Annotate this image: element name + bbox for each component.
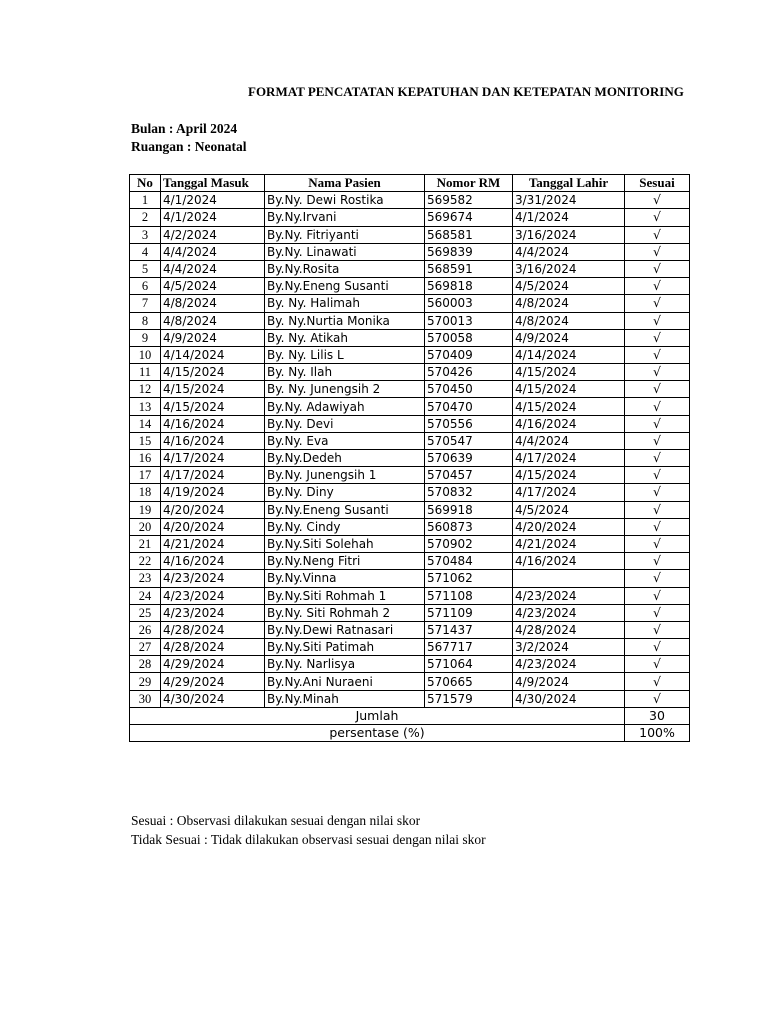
cell-nama-pasien: By.Ny.Dewi Ratnasari bbox=[265, 621, 425, 638]
cell-no: 17 bbox=[130, 467, 161, 484]
cell-nomor-rm: 569582 bbox=[425, 192, 513, 209]
cell-tanggal-masuk: 4/16/2024 bbox=[161, 415, 265, 432]
cell-tanggal-masuk: 4/17/2024 bbox=[161, 450, 265, 467]
table-row bbox=[130, 243, 690, 260]
cell-tanggal-masuk: 4/29/2024 bbox=[161, 673, 265, 690]
cell-tanggal-lahir: 4/23/2024 bbox=[513, 656, 625, 673]
table-row bbox=[130, 295, 690, 312]
cell-nomor-rm: 570409 bbox=[425, 346, 513, 363]
cell-tanggal-lahir: 3/16/2024 bbox=[513, 226, 625, 243]
cell-nomor-rm: 570832 bbox=[425, 484, 513, 501]
cell-tanggal-lahir: 4/15/2024 bbox=[513, 381, 625, 398]
cell-no: 28 bbox=[130, 656, 161, 673]
cell-sesuai: √ bbox=[625, 260, 690, 277]
cell-no: 4 bbox=[130, 243, 161, 260]
cell-sesuai: √ bbox=[625, 501, 690, 518]
cell-nama-pasien: By.Ny.Siti Patimah bbox=[265, 639, 425, 656]
cell-sesuai: √ bbox=[625, 209, 690, 226]
table-row bbox=[130, 467, 690, 484]
cell-no: 16 bbox=[130, 450, 161, 467]
cell-tanggal-lahir: 4/16/2024 bbox=[513, 553, 625, 570]
cell-no: 13 bbox=[130, 398, 161, 415]
cell-nomor-rm: 571108 bbox=[425, 587, 513, 604]
cell-tanggal-lahir: 4/1/2024 bbox=[513, 209, 625, 226]
cell-nama-pasien: By.Ny.Eneng Susanti bbox=[265, 501, 425, 518]
cell-tanggal-masuk: 4/28/2024 bbox=[161, 639, 265, 656]
cell-tanggal-masuk: 4/23/2024 bbox=[161, 587, 265, 604]
cell-sesuai: √ bbox=[625, 312, 690, 329]
cell-tanggal-lahir: 4/23/2024 bbox=[513, 587, 625, 604]
cell-tanggal-masuk: 4/21/2024 bbox=[161, 535, 265, 552]
cell-sesuai: √ bbox=[625, 639, 690, 656]
cell-no: 23 bbox=[130, 570, 161, 587]
cell-nama-pasien: By.Ny.Ani Nuraeni bbox=[265, 673, 425, 690]
cell-nomor-rm: 560003 bbox=[425, 295, 513, 312]
cell-tanggal-lahir: 4/5/2024 bbox=[513, 501, 625, 518]
table-row bbox=[130, 450, 690, 467]
cell-sesuai: √ bbox=[625, 587, 690, 604]
cell-tanggal-lahir: 4/8/2024 bbox=[513, 295, 625, 312]
cell-nama-pasien: By.Ny.Irvani bbox=[265, 209, 425, 226]
cell-nomor-rm: 570639 bbox=[425, 450, 513, 467]
table-row bbox=[130, 587, 690, 604]
cell-no: 5 bbox=[130, 260, 161, 277]
cell-nomor-rm: 571437 bbox=[425, 621, 513, 638]
cell-sesuai: √ bbox=[625, 295, 690, 312]
table-row bbox=[130, 192, 690, 209]
cell-nomor-rm: 571109 bbox=[425, 604, 513, 621]
cell-tanggal-lahir: 4/4/2024 bbox=[513, 432, 625, 449]
legend-sesuai: Sesuai : Observasi dilakukan sesuai dengan nilai skor bbox=[131, 813, 421, 828]
cell-tanggal-lahir: 4/21/2024 bbox=[513, 535, 625, 552]
cell-nomor-rm: 570547 bbox=[425, 432, 513, 449]
table-row bbox=[130, 535, 690, 552]
table-row bbox=[130, 621, 690, 638]
cell-sesuai: √ bbox=[625, 467, 690, 484]
cell-no: 25 bbox=[130, 604, 161, 621]
table-row bbox=[130, 553, 690, 570]
cell-tanggal-lahir bbox=[513, 570, 625, 587]
cell-tanggal-masuk: 4/16/2024 bbox=[161, 432, 265, 449]
table-row bbox=[130, 415, 690, 432]
cell-nama-pasien: By.Ny. Cindy bbox=[265, 518, 425, 535]
cell-tanggal-masuk: 4/4/2024 bbox=[161, 243, 265, 260]
cell-nama-pasien: By.Ny.Minah bbox=[265, 690, 425, 707]
cell-nama-pasien: By.Ny. Eva bbox=[265, 432, 425, 449]
header-tanggal-lahir: Tanggal Lahir bbox=[513, 175, 625, 192]
cell-nama-pasien: By.Ny.Eneng Susanti bbox=[265, 278, 425, 295]
cell-tanggal-masuk: 4/2/2024 bbox=[161, 226, 265, 243]
cell-tanggal-lahir: 3/16/2024 bbox=[513, 260, 625, 277]
cell-tanggal-lahir: 4/14/2024 bbox=[513, 346, 625, 363]
cell-tanggal-masuk: 4/23/2024 bbox=[161, 570, 265, 587]
cell-tanggal-masuk: 4/8/2024 bbox=[161, 295, 265, 312]
cell-tanggal-masuk: 4/4/2024 bbox=[161, 260, 265, 277]
cell-nama-pasien: By.Ny.Rosita bbox=[265, 260, 425, 277]
cell-nama-pasien: By. Ny. Lilis L bbox=[265, 346, 425, 363]
cell-nama-pasien: By.Ny. Junengsih 1 bbox=[265, 467, 425, 484]
cell-nomor-rm: 569818 bbox=[425, 278, 513, 295]
cell-sesuai: √ bbox=[625, 621, 690, 638]
cell-nomor-rm: 570470 bbox=[425, 398, 513, 415]
cell-tanggal-masuk: 4/9/2024 bbox=[161, 329, 265, 346]
table-row bbox=[130, 398, 690, 415]
cell-no: 30 bbox=[130, 690, 161, 707]
table-row bbox=[130, 432, 690, 449]
cell-nomor-rm: 571579 bbox=[425, 690, 513, 707]
cell-nama-pasien: By.Ny.Siti Rohmah 1 bbox=[265, 587, 425, 604]
cell-nama-pasien: By.Ny. Linawati bbox=[265, 243, 425, 260]
cell-tanggal-masuk: 4/1/2024 bbox=[161, 209, 265, 226]
cell-tanggal-lahir: 4/9/2024 bbox=[513, 673, 625, 690]
cell-sesuai: √ bbox=[625, 346, 690, 363]
cell-no: 12 bbox=[130, 381, 161, 398]
table-row bbox=[130, 639, 690, 656]
cell-tanggal-lahir: 4/23/2024 bbox=[513, 604, 625, 621]
persentase-label: persentase (%) bbox=[130, 725, 625, 742]
cell-tanggal-lahir: 4/16/2024 bbox=[513, 415, 625, 432]
table-row bbox=[130, 312, 690, 329]
cell-sesuai: √ bbox=[625, 192, 690, 209]
cell-no: 24 bbox=[130, 587, 161, 604]
cell-no: 9 bbox=[130, 329, 161, 346]
cell-nomor-rm: 570457 bbox=[425, 467, 513, 484]
cell-nama-pasien: By. Ny.Nurtia Monika bbox=[265, 312, 425, 329]
cell-nomor-rm: 567717 bbox=[425, 639, 513, 656]
cell-tanggal-masuk: 4/15/2024 bbox=[161, 364, 265, 381]
cell-sesuai: √ bbox=[625, 278, 690, 295]
cell-nomor-rm: 569674 bbox=[425, 209, 513, 226]
cell-tanggal-masuk: 4/19/2024 bbox=[161, 484, 265, 501]
table-row bbox=[130, 381, 690, 398]
table-row bbox=[130, 346, 690, 363]
cell-sesuai: √ bbox=[625, 656, 690, 673]
cell-tanggal-masuk: 4/20/2024 bbox=[161, 501, 265, 518]
cell-no: 3 bbox=[130, 226, 161, 243]
cell-nomor-rm: 568591 bbox=[425, 260, 513, 277]
cell-sesuai: √ bbox=[625, 673, 690, 690]
cell-tanggal-masuk: 4/28/2024 bbox=[161, 621, 265, 638]
cell-no: 8 bbox=[130, 312, 161, 329]
cell-no: 22 bbox=[130, 553, 161, 570]
legend-tidak-sesuai: Tidak Sesuai : Tidak dilakukan observasi sesuai dengan nilai skor bbox=[131, 832, 486, 847]
cell-tanggal-masuk: 4/5/2024 bbox=[161, 278, 265, 295]
cell-no: 7 bbox=[130, 295, 161, 312]
cell-sesuai: √ bbox=[625, 432, 690, 449]
document-title: FORMAT PENCATATAN KEPATUHAN DAN KETEPATAN MONITORING bbox=[248, 84, 684, 99]
cell-tanggal-lahir: 4/15/2024 bbox=[513, 467, 625, 484]
cell-sesuai: √ bbox=[625, 381, 690, 398]
cell-nomor-rm: 569918 bbox=[425, 501, 513, 518]
cell-no: 2 bbox=[130, 209, 161, 226]
cell-nomor-rm: 570556 bbox=[425, 415, 513, 432]
cell-nama-pasien: By. Ny. Ilah bbox=[265, 364, 425, 381]
cell-nama-pasien: By.Ny. Adawiyah bbox=[265, 398, 425, 415]
cell-sesuai: √ bbox=[625, 226, 690, 243]
header-tanggal-masuk: Tanggal Masuk bbox=[161, 175, 265, 192]
cell-nama-pasien: By.Ny.Dedeh bbox=[265, 450, 425, 467]
table-row bbox=[130, 604, 690, 621]
header-nama-pasien: Nama Pasien bbox=[265, 175, 425, 192]
cell-no: 18 bbox=[130, 484, 161, 501]
cell-nama-pasien: By.Ny.Neng Fitri bbox=[265, 553, 425, 570]
table-row bbox=[130, 501, 690, 518]
cell-sesuai: √ bbox=[625, 450, 690, 467]
cell-tanggal-masuk: 4/8/2024 bbox=[161, 312, 265, 329]
cell-nama-pasien: By.Ny. Siti Rohmah 2 bbox=[265, 604, 425, 621]
cell-tanggal-masuk: 4/14/2024 bbox=[161, 346, 265, 363]
summary-row-jumlah bbox=[130, 707, 690, 724]
table-row bbox=[130, 278, 690, 295]
cell-nomor-rm: 571062 bbox=[425, 570, 513, 587]
persentase-value: 100% bbox=[625, 725, 690, 742]
cell-tanggal-masuk: 4/15/2024 bbox=[161, 398, 265, 415]
cell-tanggal-masuk: 4/16/2024 bbox=[161, 553, 265, 570]
cell-tanggal-masuk: 4/30/2024 bbox=[161, 690, 265, 707]
table-row bbox=[130, 364, 690, 381]
cell-nomor-rm: 560873 bbox=[425, 518, 513, 535]
cell-no: 20 bbox=[130, 518, 161, 535]
cell-tanggal-masuk: 4/15/2024 bbox=[161, 381, 265, 398]
table-row bbox=[130, 209, 690, 226]
cell-tanggal-lahir: 4/8/2024 bbox=[513, 312, 625, 329]
cell-no: 6 bbox=[130, 278, 161, 295]
cell-sesuai: √ bbox=[625, 535, 690, 552]
cell-nama-pasien: By. Ny. Halimah bbox=[265, 295, 425, 312]
cell-tanggal-lahir: 4/15/2024 bbox=[513, 364, 625, 381]
cell-tanggal-lahir: 4/17/2024 bbox=[513, 450, 625, 467]
table-row bbox=[130, 690, 690, 707]
cell-sesuai: √ bbox=[625, 329, 690, 346]
cell-tanggal-lahir: 4/15/2024 bbox=[513, 398, 625, 415]
cell-tanggal-masuk: 4/23/2024 bbox=[161, 604, 265, 621]
cell-sesuai: √ bbox=[625, 690, 690, 707]
cell-nama-pasien: By.Ny. Narlisya bbox=[265, 656, 425, 673]
header-sesuai: Sesuai bbox=[625, 175, 690, 192]
monitoring-table bbox=[129, 174, 690, 742]
cell-tanggal-lahir: 4/4/2024 bbox=[513, 243, 625, 260]
cell-no: 15 bbox=[130, 432, 161, 449]
cell-tanggal-lahir: 4/5/2024 bbox=[513, 278, 625, 295]
table-row bbox=[130, 570, 690, 587]
cell-nama-pasien: By. Ny. Junengsih 2 bbox=[265, 381, 425, 398]
cell-nomor-rm: 570665 bbox=[425, 673, 513, 690]
cell-nama-pasien: By. Ny. Atikah bbox=[265, 329, 425, 346]
cell-no: 26 bbox=[130, 621, 161, 638]
cell-nomor-rm: 570058 bbox=[425, 329, 513, 346]
cell-tanggal-lahir: 3/2/2024 bbox=[513, 639, 625, 656]
cell-nomor-rm: 568581 bbox=[425, 226, 513, 243]
cell-tanggal-lahir: 4/28/2024 bbox=[513, 621, 625, 638]
cell-sesuai: √ bbox=[625, 604, 690, 621]
table-header-row bbox=[130, 175, 690, 192]
header-no: No bbox=[130, 175, 161, 192]
cell-nama-pasien: By.Ny.Siti Solehah bbox=[265, 535, 425, 552]
cell-nama-pasien: By.Ny. Fitriyanti bbox=[265, 226, 425, 243]
cell-nama-pasien: By.Ny. Dewi Rostika bbox=[265, 192, 425, 209]
table-row bbox=[130, 484, 690, 501]
table-row bbox=[130, 226, 690, 243]
cell-tanggal-lahir: 4/30/2024 bbox=[513, 690, 625, 707]
jumlah-label: Jumlah bbox=[130, 707, 625, 724]
cell-tanggal-lahir: 4/20/2024 bbox=[513, 518, 625, 535]
header-nomor-rm: Nomor RM bbox=[425, 175, 513, 192]
cell-no: 21 bbox=[130, 535, 161, 552]
cell-nama-pasien: By.Ny.Vinna bbox=[265, 570, 425, 587]
cell-no: 11 bbox=[130, 364, 161, 381]
cell-sesuai: √ bbox=[625, 364, 690, 381]
cell-tanggal-lahir: 3/31/2024 bbox=[513, 192, 625, 209]
cell-sesuai: √ bbox=[625, 570, 690, 587]
cell-sesuai: √ bbox=[625, 553, 690, 570]
month-label: Bulan : April 2024 bbox=[131, 121, 238, 136]
cell-tanggal-masuk: 4/29/2024 bbox=[161, 656, 265, 673]
cell-nama-pasien: By.Ny. Devi bbox=[265, 415, 425, 432]
cell-tanggal-lahir: 4/9/2024 bbox=[513, 329, 625, 346]
cell-nomor-rm: 571064 bbox=[425, 656, 513, 673]
table-row bbox=[130, 329, 690, 346]
cell-tanggal-masuk: 4/1/2024 bbox=[161, 192, 265, 209]
table-row bbox=[130, 518, 690, 535]
cell-nomor-rm: 570013 bbox=[425, 312, 513, 329]
table-row bbox=[130, 656, 690, 673]
cell-tanggal-lahir: 4/17/2024 bbox=[513, 484, 625, 501]
cell-no: 27 bbox=[130, 639, 161, 656]
summary-row-persentase bbox=[130, 725, 690, 742]
cell-nomor-rm: 570426 bbox=[425, 364, 513, 381]
room-label: Ruangan : Neonatal bbox=[131, 139, 247, 154]
cell-sesuai: √ bbox=[625, 243, 690, 260]
cell-no: 19 bbox=[130, 501, 161, 518]
cell-sesuai: √ bbox=[625, 484, 690, 501]
cell-nomor-rm: 570484 bbox=[425, 553, 513, 570]
cell-sesuai: √ bbox=[625, 415, 690, 432]
cell-nomor-rm: 570450 bbox=[425, 381, 513, 398]
cell-nomor-rm: 570902 bbox=[425, 535, 513, 552]
cell-tanggal-masuk: 4/20/2024 bbox=[161, 518, 265, 535]
cell-no: 10 bbox=[130, 346, 161, 363]
cell-no: 29 bbox=[130, 673, 161, 690]
cell-sesuai: √ bbox=[625, 398, 690, 415]
cell-tanggal-masuk: 4/17/2024 bbox=[161, 467, 265, 484]
cell-nomor-rm: 569839 bbox=[425, 243, 513, 260]
cell-nama-pasien: By.Ny. Diny bbox=[265, 484, 425, 501]
table-row bbox=[130, 260, 690, 277]
jumlah-value: 30 bbox=[625, 707, 690, 724]
cell-sesuai: √ bbox=[625, 518, 690, 535]
cell-no: 1 bbox=[130, 192, 161, 209]
table-row bbox=[130, 673, 690, 690]
cell-no: 14 bbox=[130, 415, 161, 432]
